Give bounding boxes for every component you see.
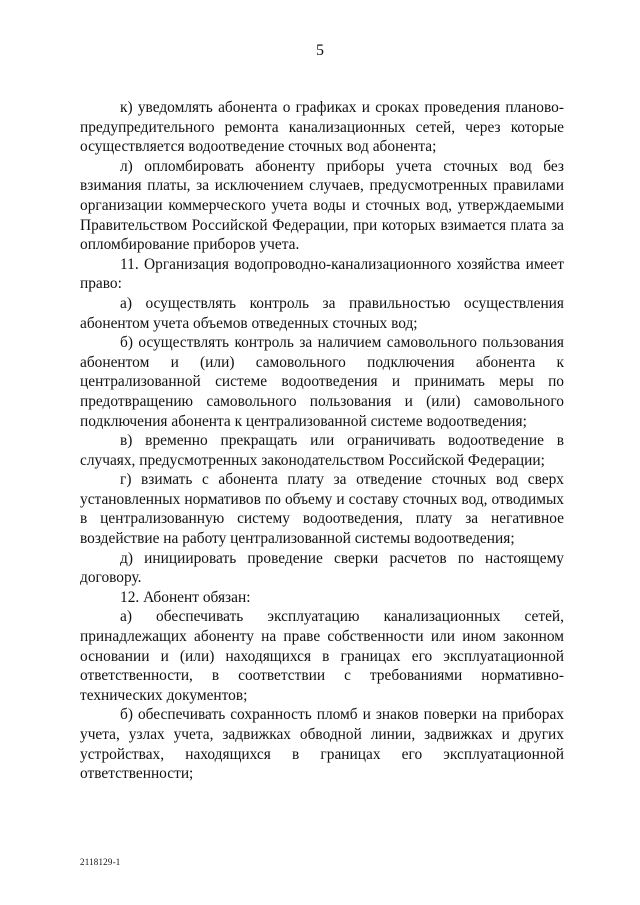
paragraph-12-a: а) обеспечивать эксплуатацию канализационных сетей, принадлежащих абоненту на праве собственности или ином законном основании и (или) находящихся в границах его эксплуатационной ответственности, в соответствии с требованиями нормативно-технических документов;: [80, 608, 564, 704]
section-11-heading: 11. Организация водопроводно-канализационного хозяйства имеет право:: [80, 255, 564, 293]
paragraph-11-a: а) осуществлять контроль за правильностью осуществления абонентом учета объемов отведенных сточных вод;: [80, 294, 564, 332]
page-number: 5: [316, 42, 324, 59]
paragraph-11-b: б) осуществлять контроль за наличием самовольного пользования абонентом и (или) самовольного подключения абонента к централизованной системе водоотведения и принимать меры по предотвращению самовольного пользования и (или) самовольного подключения абонента к централизованной системе водоотведения;: [80, 334, 564, 430]
section-12-heading: 12. Абонент обязан:: [120, 588, 251, 606]
paragraph-11-d: д) инициировать проведение сверки расчетов по настоящему договору.: [80, 549, 564, 587]
paragraph-11-g: г) взимать с абонента плату за отведение сточных вод сверх установленных нормативов по объему и составу сточных вод, отводимых в централизованную систему водоотведения, плату за негативное воздействие на работу централизованной системы водоотведения;: [80, 471, 564, 548]
paragraph-12-b: б) обеспечивать сохранность пломб и знаков поверки на приборах учета, узлах учета, задвижках обводной линии, задвижках и других устройствах, находящихся в границах его эксплуатационной ответственности;: [80, 706, 564, 783]
document-body: [80, 98, 564, 784]
document-footer-code: 2118129-1: [80, 857, 121, 867]
paragraph-k: к) уведомлять абонента о графиках и сроках проведения планово-предупредительного ремонта канализационных сетей, через которые осуществляется водоотведение сточных вод абонента;: [80, 99, 564, 156]
paragraph-l: л) опломбировать абоненту приборы учета сточных вод без взимания платы, за исключением случаев, предусмотренных правилами организации коммерческого учета воды и сточных вод, утверждаемыми Правительством Российской Федерации, при которых взимается плата за опломбирование приборов учета.: [80, 157, 564, 254]
paragraph-11-v: в) временно прекращать или ограничивать водоотведение в случаях, предусмотренных законодательством Российской Федерации;: [80, 432, 564, 469]
